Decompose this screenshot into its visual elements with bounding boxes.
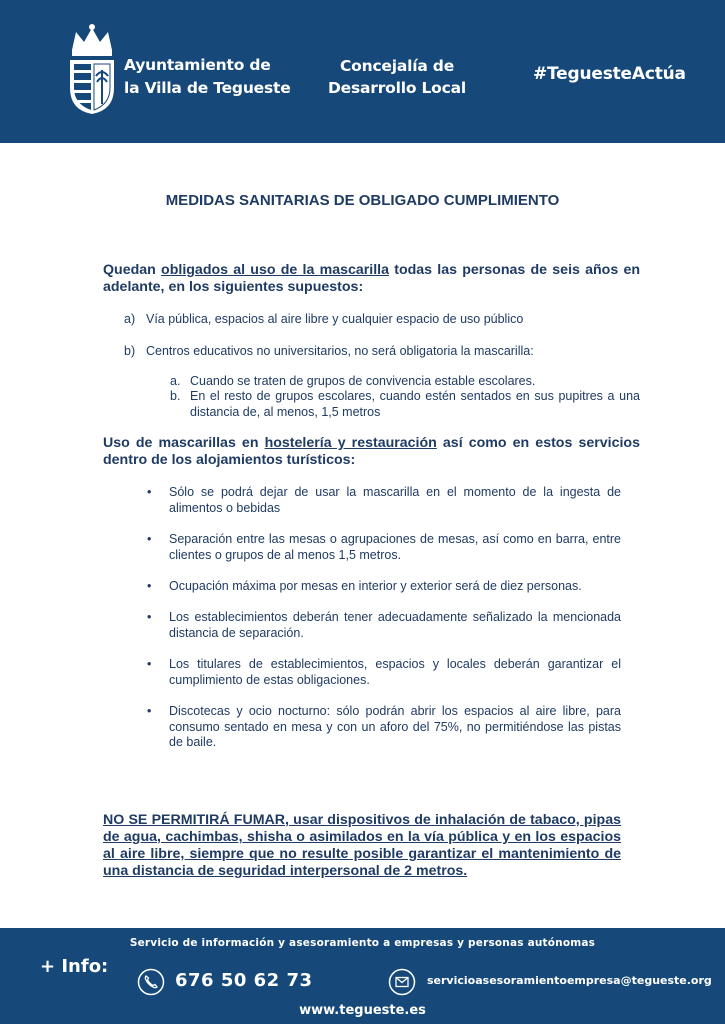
list-item: Vía pública, espacios al aire libre y cualquier espacio de uso público — [146, 312, 524, 326]
sublist-item: En el resto de grupos escolares, cuando estén sentados en sus pupitres a una distancia de, al menos, 1,5 metros — [190, 389, 640, 419]
sublist-marker: a. — [170, 374, 181, 388]
info-label: + Info: — [40, 956, 109, 977]
hashtag: #TeguesteActúa — [533, 64, 686, 84]
municipality-name — [124, 54, 291, 100]
bullet-icon: • — [147, 485, 152, 499]
bullet-icon: • — [147, 579, 152, 593]
department-name — [322, 55, 472, 99]
municipality-line-1: Ayuntamiento de — [124, 56, 271, 74]
department-line-2: Desarrollo Local — [328, 79, 466, 97]
list-item: Centros educativos no universitarios, no será obligatoria la mascarilla: — [146, 344, 534, 358]
bullet-item: Separación entre las mesas o agrupaciones de mesas, así como en barra, entre clientes o grupos de al menos 1,5 metros. — [169, 532, 621, 562]
bullet-icon: • — [147, 532, 152, 546]
hospitality-intro-underlined: hostelería y restauración — [264, 435, 437, 451]
mask-intro-post: todas las personas de seis años en adelante, en los siguientes supuestos: — [103, 262, 641, 295]
sublist-marker: b. — [170, 389, 181, 403]
mail-icon — [388, 968, 416, 996]
list-marker: b) — [124, 344, 136, 358]
sublist-item: Cuando se traten de grupos de convivencia estable escolares. — [190, 374, 536, 388]
bullet-icon: • — [147, 704, 152, 718]
document-title: MEDIDAS SANITARIAS DE OBLIGADO CUMPLIMIENTO — [165, 192, 560, 209]
bullet-icon: • — [147, 610, 152, 624]
website-link[interactable]: www.tegueste.es — [299, 1003, 426, 1018]
smoking-notice: NO SE PERMITIRÁ FUMAR, usar dispositivos de inhalación de tabaco, pipas de agua, cachimbas, shisha o asimilados en la vía pública y en los espacios al aire libre, siempre que no resulte posible garantizar el mantenimiento de una distancia de seguridad interpersonal de 2 metros. — [103, 812, 621, 879]
phone-icon — [137, 968, 165, 996]
mask-intro-pre: Quedan — [103, 262, 162, 278]
footer-band — [0, 928, 725, 1024]
hospitality-intro-post: así como en estos servicios dentro de los alojamientos turísticos: — [103, 435, 640, 468]
phone-number[interactable]: 676 50 62 73 — [175, 970, 313, 991]
bullet-item: Los titulares de establecimientos, espacios y locales deberán garantizar el cumplimiento de estas obligaciones. — [169, 657, 621, 687]
municipal-crest-logo — [66, 24, 118, 116]
service-line: Servicio de información y asesoramiento a empresas y personas autónomas — [129, 937, 596, 949]
bullet-icon: • — [147, 657, 152, 671]
department-line-1: Concejalía de — [339, 57, 455, 75]
header-band — [0, 0, 725, 143]
hospitality-intro — [103, 435, 640, 469]
mask-intro — [103, 262, 640, 296]
bullet-item: Sólo se podrá dejar de usar la mascarilla en el momento de la ingesta de alimentos o bebidas — [169, 485, 621, 515]
list-marker: a) — [124, 312, 136, 326]
bullet-item: Ocupación máxima por mesas en interior y exterior será de diez personas. — [169, 579, 582, 593]
bullet-item: Los establecimientos deberán tener adecuadamente señalizado la mencionada distancia de separación. — [169, 610, 621, 640]
hospitality-intro-pre: Uso de mascarillas en — [103, 435, 265, 451]
mask-intro-underlined: obligados al uso de la mascarilla — [161, 262, 389, 278]
bullet-item: Discotecas y ocio nocturno: sólo podrán abrir los espacios al aire libre, para consumo sentado en mesa y con un aforo del 75%, no permitiéndose las pistas de baile. — [169, 704, 621, 749]
email-link[interactable]: servicioasesoramientoempresa@tegueste.org — [427, 974, 712, 987]
municipality-line-2: la Villa de Tegueste — [124, 79, 291, 97]
